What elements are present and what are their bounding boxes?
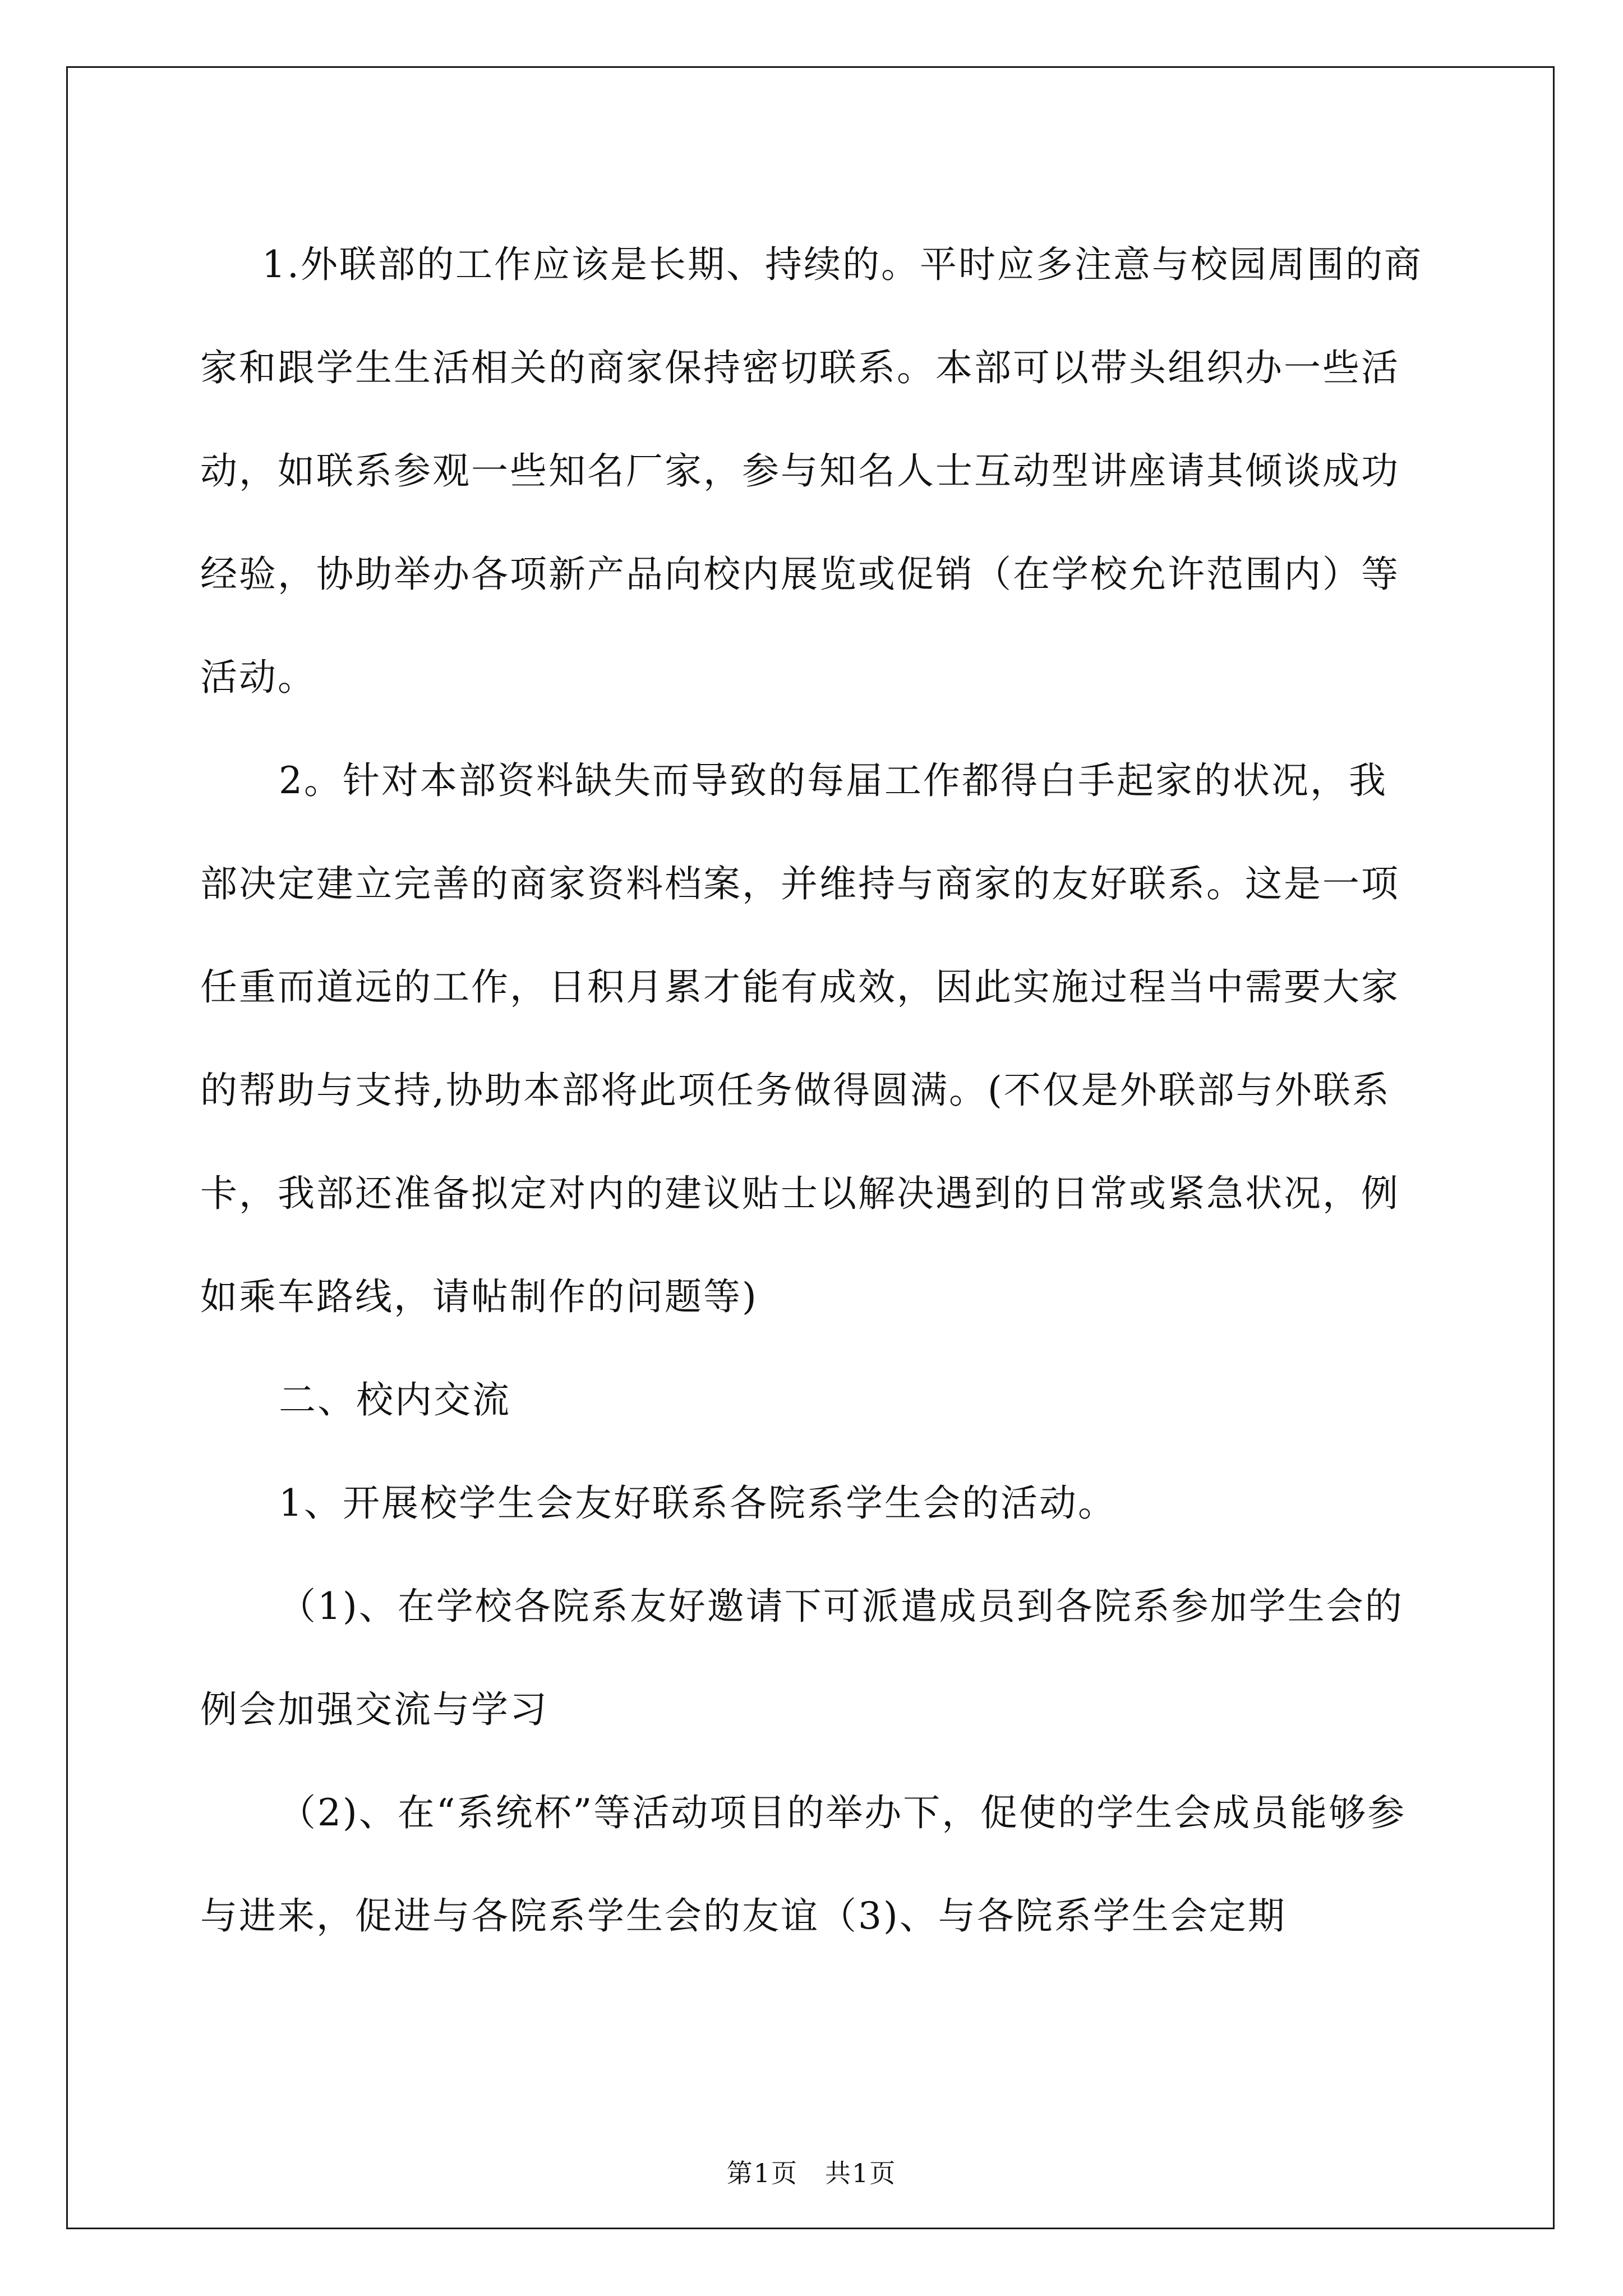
paragraph-1: 1.外联部的工作应该是长期、持续的。平时应多注意与校园周围的商家和跟学生生活相关的商家保持密切联系。本部可以带头组织办一些活动，如联系参观一些知名厂家，参与知名人士互动型讲座请其倾谈成功经验，协助举办各项新产品向校内展览或促销（在学校允许范围内）等活动。	[200, 243, 1423, 699]
paragraph-5: （2)、在“系统杯”等活动项目的举办下，促使的学生会成员能够参与进来，促进与各院系学生会的友谊（3)、与各院系学生会定期	[200, 1791, 1407, 1938]
paragraph-4: （1)、在学校各院系友好邀请下可派遣成员到各院系参加学生会的例会加强交流与学习	[200, 1585, 1404, 1731]
paragraph-3: 1、开展校学生会友好联系各院系学生会的活动。	[279, 1481, 1117, 1525]
document-body	[200, 213, 1423, 1968]
page-footer: 第1页 共1页	[726, 2158, 897, 2188]
paragraph-2: 2。针对本部资料缺失而导致的每届工作都得白手起家的状况，我部决定建立完善的商家资料档案，并维持与商家的友好联系。这是一项任重而道远的工作，日积月累才能有成效，因此实施过程当中需要大家的帮助与支持,协助本部将此项任务做得圆满。(不仅是外联部与外联系卡，我部还准备拟定对内的建议贴士以解决遇到的日常或紧急状况，例如乘车路线，请帖制作的问题等)	[200, 759, 1400, 1318]
section-heading: 二、校内交流	[279, 1378, 511, 1421]
